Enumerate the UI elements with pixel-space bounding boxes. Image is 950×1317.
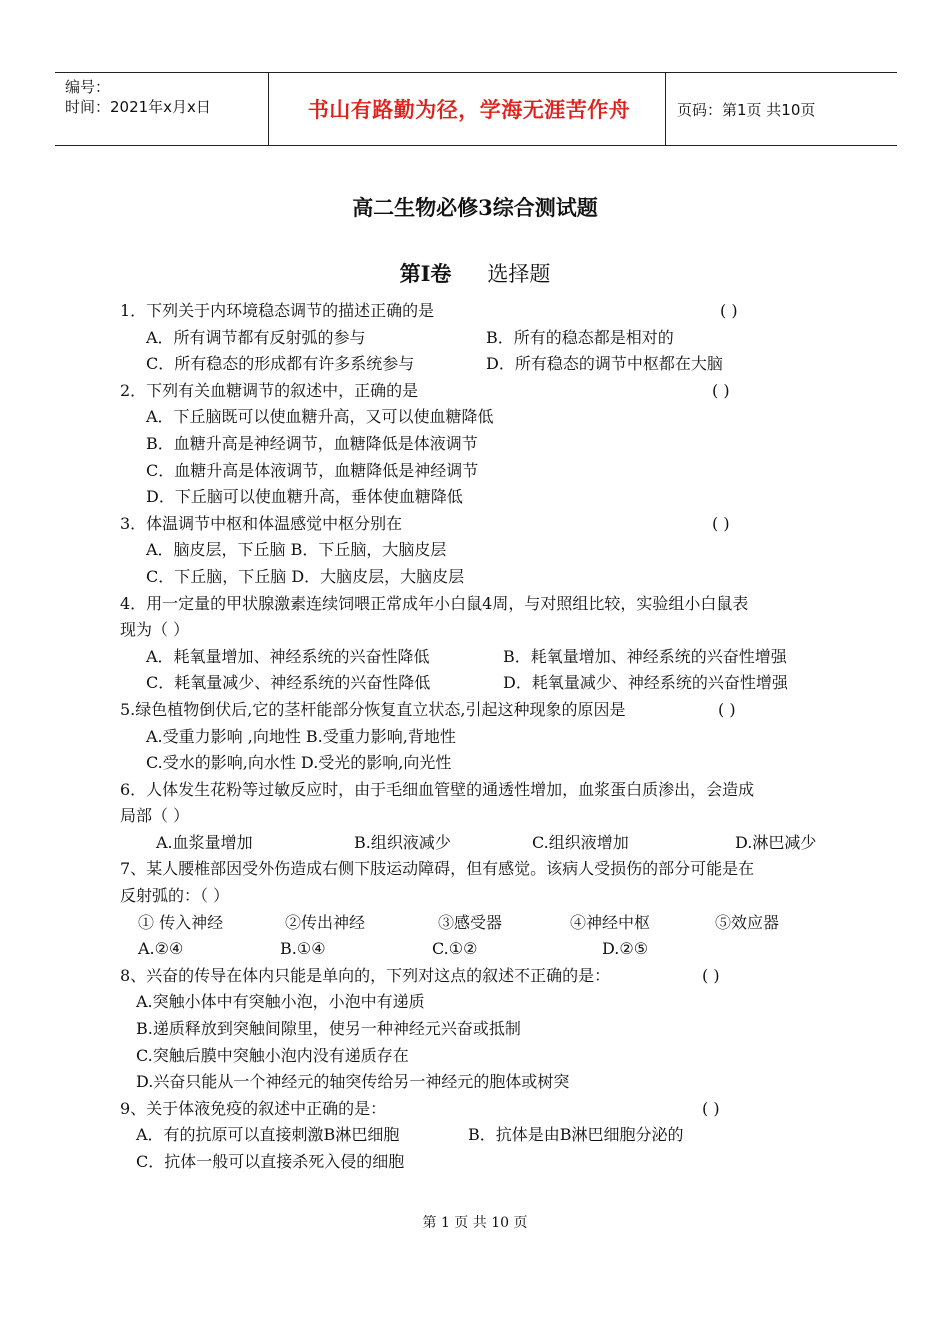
question-text: C．血糖升高是体液调节，血糖降低是神经调节 xyxy=(146,460,479,480)
question-text: C．下丘脑，下丘脑 D．大脑皮层，大脑皮层 xyxy=(146,566,465,586)
section-heading xyxy=(0,258,950,288)
question-text: D．下丘脑可以使血糖升高，垂体使血糖降低 xyxy=(146,487,463,507)
question-text: 5.绿色植物倒伏后,它的茎杆能部分恢复直立状态,引起这种现象的原因是 xyxy=(120,699,626,719)
question-text: 2．下列有关血糖调节的叙述中，正确的是 xyxy=(120,380,419,400)
question-text: B.递质释放到突触间隙里，使另一种神经元兴奋或抵制 xyxy=(136,1019,521,1039)
section-label: 第Ⅰ卷 xyxy=(399,261,452,286)
question-text: A.突触小体中有突触小泡，小泡中有递质 xyxy=(136,992,425,1012)
question-line xyxy=(120,936,840,963)
question-line xyxy=(120,989,840,1016)
answer-blank: ( ) xyxy=(712,513,730,533)
question-line xyxy=(120,1043,840,1070)
question-line xyxy=(120,750,840,777)
question-text: B．抗体是由B淋巴细胞分泌的 xyxy=(468,1125,684,1145)
question-text: B.①④ xyxy=(280,939,326,959)
question-text: 6．人体发生花粉等过敏反应时，由于毛细血管壁的通透性增加，血浆蛋白质渗出，会造成 xyxy=(120,779,755,799)
header-divider-right xyxy=(665,73,666,145)
question-line xyxy=(120,803,840,830)
question-line xyxy=(120,458,840,485)
question-text: B．所有的稳态都是相对的 xyxy=(486,327,674,347)
question-line xyxy=(120,1149,840,1176)
question-text: A．耗氧量增加、神经系统的兴奋性降低 xyxy=(146,646,430,666)
question-text: 1．下列关于内环境稳态调节的描述正确的是 xyxy=(120,301,435,320)
question-line xyxy=(120,298,840,325)
question-line xyxy=(120,883,840,910)
answer-blank: ( ) xyxy=(720,301,738,320)
question-text: 现为（ ） xyxy=(120,620,190,640)
answer-blank: ( ) xyxy=(702,1098,720,1118)
page-footer: 第 1 页 共 10 页 xyxy=(422,1215,528,1231)
question-text: D.淋巴减少 xyxy=(735,832,817,852)
question-text: ②传出神经 xyxy=(285,912,366,932)
question-text: C.受水的影响,向水性 D.受光的影响,向光性 xyxy=(146,753,452,773)
question-text: A．脑皮层，下丘脑 B．下丘脑，大脑皮层 xyxy=(146,540,447,560)
question-line xyxy=(120,431,840,458)
question-line xyxy=(120,617,840,644)
question-text: 7、某人腰椎部因受外伤造成右侧下肢运动障碍，但有感觉。该病人受损伤的部分可能是在 xyxy=(120,859,755,879)
question-line xyxy=(120,777,840,804)
document-number-label: 编号： xyxy=(65,78,111,96)
question-line xyxy=(120,910,840,937)
question-line xyxy=(120,697,840,724)
question-line xyxy=(120,724,840,751)
question-line xyxy=(120,1096,840,1123)
question-text: 局部（ ） xyxy=(120,806,190,826)
question-line xyxy=(120,325,840,352)
question-line xyxy=(120,591,840,618)
question-text: ① 传入神经 xyxy=(138,912,224,932)
question-text: C.组织液增加 xyxy=(532,832,629,852)
question-line xyxy=(120,1122,840,1149)
question-text: D．耗氧量减少、神经系统的兴奋性增强 xyxy=(503,673,788,693)
question-text: C．所有稳态的形成都有许多系统参与 xyxy=(146,354,415,374)
question-line xyxy=(120,670,840,697)
question-text: D.②⑤ xyxy=(602,939,649,959)
document-title: 高二生物必修3综合测试题 xyxy=(352,195,598,220)
question-line xyxy=(120,830,840,857)
question-text: C．耗氧量减少、神经系统的兴奋性降低 xyxy=(146,673,431,693)
question-text: 8、兴奋的传导在体内只能是单向的，下列对这点的叙述不正确的是： xyxy=(120,965,611,985)
section-name: 选择题 xyxy=(487,262,551,286)
header-page-code: 页码：第1页 共10页 xyxy=(677,100,816,119)
question-text: 9、关于体液免疫的叙述中正确的是： xyxy=(120,1098,387,1118)
question-line xyxy=(120,537,840,564)
answer-blank: ( ) xyxy=(712,380,730,400)
question-line xyxy=(120,378,840,405)
question-line xyxy=(120,644,840,671)
question-line xyxy=(120,511,840,538)
answer-blank: ( ) xyxy=(702,965,720,985)
question-line xyxy=(120,484,840,511)
question-list xyxy=(120,298,840,1176)
question-text: A．下丘脑既可以使血糖升高，又可以使血糖降低 xyxy=(146,407,494,427)
answer-blank: ( ) xyxy=(718,699,736,719)
question-text: B．血糖升高是神经调节，血糖降低是体液调节 xyxy=(146,433,478,453)
question-text: D.兴奋只能从一个神经元的轴突传给另一神经元的胞体或树突 xyxy=(136,1072,570,1092)
question-line xyxy=(120,1069,840,1096)
question-text: C.①② xyxy=(432,939,478,959)
question-line xyxy=(120,856,840,883)
question-line xyxy=(120,1016,840,1043)
question-text: A.受重力影响 ,向地性 B.受重力影响,背地性 xyxy=(146,726,456,746)
question-text: C.突触后膜中突触小泡内没有递质存在 xyxy=(136,1045,409,1065)
question-line xyxy=(120,963,840,990)
question-text: ④神经中枢 xyxy=(570,912,651,932)
question-line xyxy=(120,404,840,431)
question-text: B．耗氧量增加、神经系统的兴奋性增强 xyxy=(503,646,787,666)
question-text: D．所有稳态的调节中枢都在大脑 xyxy=(486,354,723,374)
question-line xyxy=(120,564,840,591)
question-text: B.组织液减少 xyxy=(354,832,451,852)
header-motto: 书山有路勤为径，学海无涯苦作舟 xyxy=(307,98,631,122)
question-text: A．有的抗原可以直接刺激B淋巴细胞 xyxy=(136,1125,400,1145)
header-divider-left xyxy=(268,73,269,145)
question-text: A.②④ xyxy=(138,939,184,959)
question-text: A.血浆量增加 xyxy=(156,832,253,852)
question-text: 反射弧的：（ ） xyxy=(120,886,230,906)
question-line xyxy=(120,351,840,378)
question-text: 3．体温调节中枢和体温感觉中枢分别在 xyxy=(120,513,403,533)
header-meta xyxy=(65,77,211,117)
question-text: ③感受器 xyxy=(438,912,503,932)
page-header xyxy=(55,72,897,146)
question-text: ⑤效应器 xyxy=(715,912,780,932)
question-text: A．所有调节都有反射弧的参与 xyxy=(146,327,366,347)
question-text: C．抗体一般可以直接杀死入侵的细胞 xyxy=(136,1152,405,1171)
question-text: 4．用一定量的甲状腺激素连续饲喂正常成年小白鼠4周，与对照组比较，实验组小白鼠表 xyxy=(120,593,749,613)
document-time-label: 时间：2021年x月x日 xyxy=(65,98,211,116)
